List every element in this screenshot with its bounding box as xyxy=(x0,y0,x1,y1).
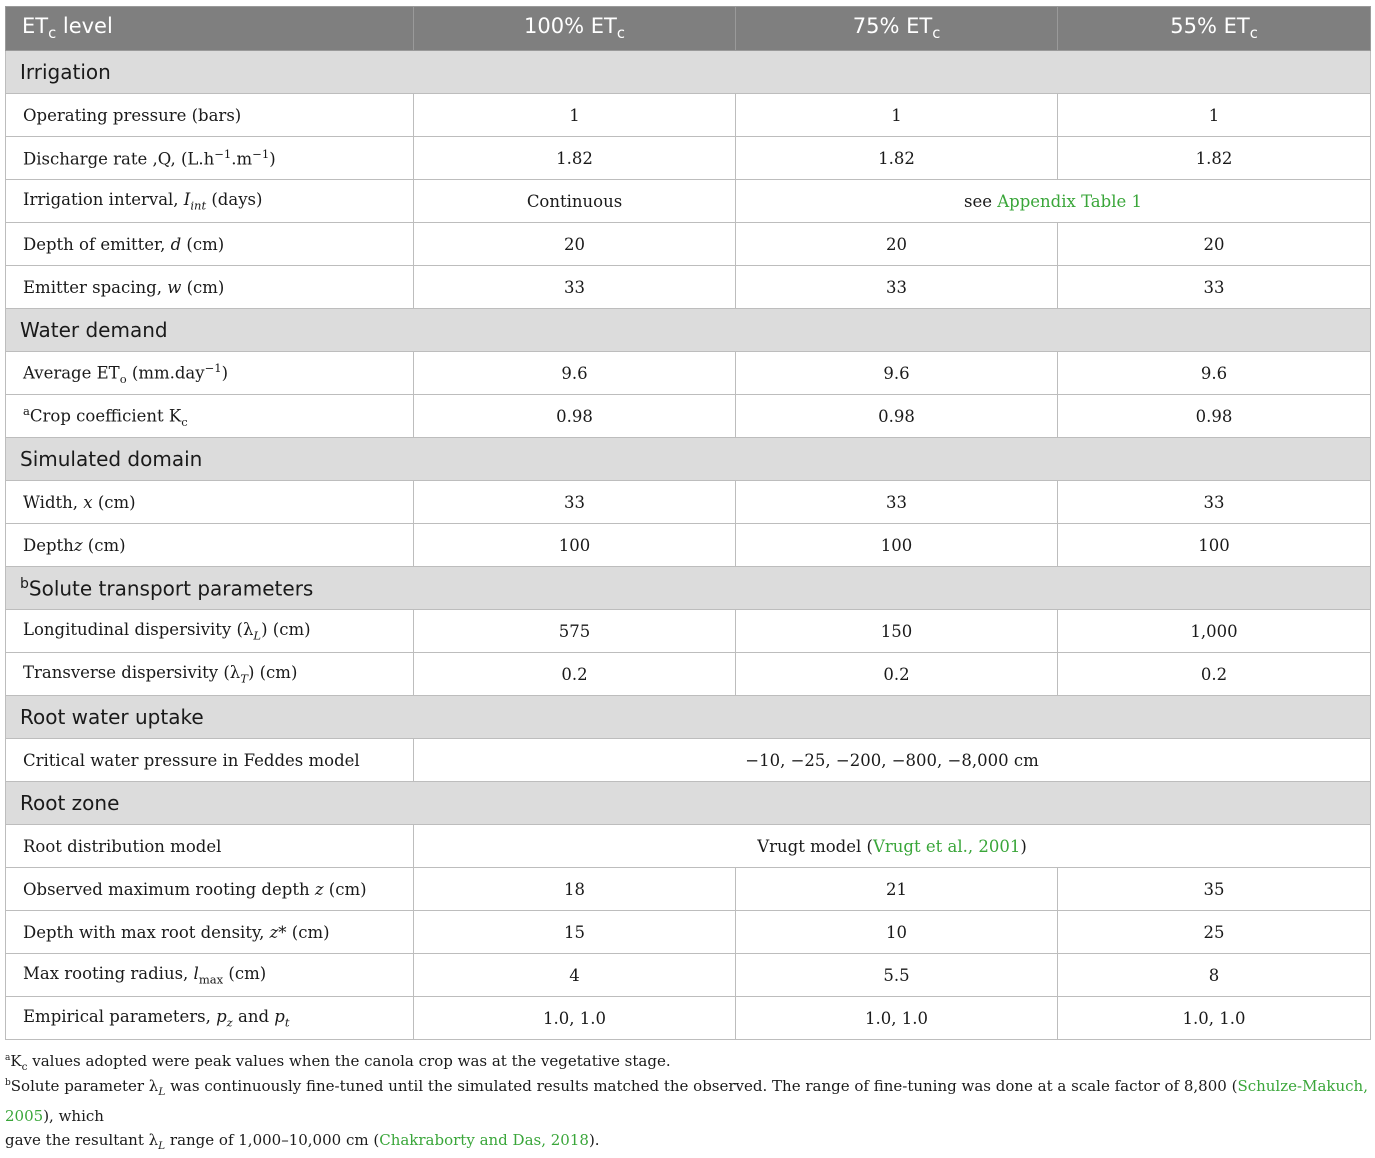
row-label: Empirical parameters, $p_z$ and $p_t$ xyxy=(6,997,414,1040)
section-irrigation: Irrigation xyxy=(6,51,1371,94)
cell-100: 0.2 xyxy=(414,653,736,696)
row-label: $^a$Crop coefficient $K_c$ xyxy=(6,395,414,438)
table-row xyxy=(6,954,1371,997)
cell-55: 9.6 xyxy=(1058,352,1371,395)
schulze-makuch-link[interactable]: Schulze-Makuch, 2005 xyxy=(5,1077,1368,1125)
cell-75: 21 xyxy=(736,868,1058,911)
cell-55: 33 xyxy=(1058,266,1371,309)
cell-100: 4 xyxy=(414,954,736,997)
cell-75: 9.6 xyxy=(736,352,1058,395)
cell-100: 1.82 xyxy=(414,137,736,180)
cell-55: 0.2 xyxy=(1058,653,1371,696)
cell-100: Continuous xyxy=(414,180,736,223)
table-row xyxy=(6,266,1371,309)
section-root-water-uptake: Root water uptake xyxy=(6,696,1371,739)
footnote-a: $^aK_c$ values adopted were peak values when the canola crop was at the vegetative stage. xyxy=(5,1052,671,1073)
cell-100: 15 xyxy=(414,911,736,954)
appendix-table-link[interactable]: Appendix Table 1 xyxy=(997,191,1142,211)
header-row xyxy=(6,7,1371,51)
cell-75: 0.2 xyxy=(736,653,1058,696)
table-row xyxy=(6,223,1371,266)
table-row xyxy=(6,352,1371,395)
cell-55: 100 xyxy=(1058,524,1371,567)
cell-100: 9.6 xyxy=(414,352,736,395)
table-row xyxy=(6,180,1371,223)
cell-100: 1.0, 1.0 xyxy=(414,997,736,1040)
cell-100: 0.98 xyxy=(414,395,736,438)
cell-100: 20 xyxy=(414,223,736,266)
table-row xyxy=(6,524,1371,567)
row-label: Discharge rate ,Q, $(L.h^{-1}.m^{-1})$ xyxy=(6,137,414,180)
row-label: Depthz (cm) xyxy=(6,524,414,567)
table-row xyxy=(6,739,1371,782)
cell-100: 33 xyxy=(414,481,736,524)
cell-75: 20 xyxy=(736,223,1058,266)
header-55-etc: 55% $ET_c$ xyxy=(1058,7,1371,51)
row-label: Operating pressure (bars) xyxy=(6,94,414,137)
row-label: Critical water pressure in Feddes model xyxy=(6,739,414,782)
table-row xyxy=(6,997,1371,1040)
cell-all: Vrugt model (Vrugt et al., 2001) xyxy=(414,825,1371,868)
table-row xyxy=(6,94,1371,137)
chakraborty-das-link[interactable]: Chakraborty and Das, 2018 xyxy=(379,1131,589,1149)
section-water-demand: Water demand xyxy=(6,309,1371,352)
cell-55: 35 xyxy=(1058,868,1371,911)
cell-75: 5.5 xyxy=(736,954,1058,997)
cell-75: 1 xyxy=(736,94,1058,137)
section-root-zone: Root zone xyxy=(6,782,1371,825)
table-row xyxy=(6,610,1371,653)
cell-100: 100 xyxy=(414,524,736,567)
section-simulated-domain: Simulated domain xyxy=(6,438,1371,481)
cell-100: 18 xyxy=(414,868,736,911)
row-label: Depth of emitter, d (cm) xyxy=(6,223,414,266)
table-row xyxy=(6,395,1371,438)
parameters-table xyxy=(5,6,1371,1040)
table-row xyxy=(6,137,1371,180)
cell-100: 1 xyxy=(414,94,736,137)
row-label: Observed maximum rooting depth z (cm) xyxy=(6,868,414,911)
table-row xyxy=(6,911,1371,954)
cell-all: −10, −25, −200, −800, −8,000 cm xyxy=(414,739,1371,782)
cell-75: 10 xyxy=(736,911,1058,954)
cell-75: 100 xyxy=(736,524,1058,567)
cell-55: 20 xyxy=(1058,223,1371,266)
table-row xyxy=(6,481,1371,524)
header-etc-level: $ET_c$ level xyxy=(6,7,414,51)
cell-55: 8 xyxy=(1058,954,1371,997)
cell-75-55: see Appendix Table 1 xyxy=(736,180,1371,223)
row-label: Transverse dispersivity $(\lambda_T)$ (cm) xyxy=(6,653,414,696)
table-row xyxy=(6,653,1371,696)
cell-75: 1.82 xyxy=(736,137,1058,180)
vrugt-citation-link[interactable]: Vrugt et al., 2001 xyxy=(872,836,1021,856)
row-label: Irrigation interval, $I_{int}$ (days) xyxy=(6,180,414,223)
row-label: Longitudinal dispersivity $(\lambda_L)$ (cm) xyxy=(6,610,414,653)
parameters-table-container xyxy=(5,6,1370,1040)
cell-55: 1.82 xyxy=(1058,137,1371,180)
table-row xyxy=(6,825,1371,868)
cell-75: 33 xyxy=(736,266,1058,309)
cell-55: 33 xyxy=(1058,481,1371,524)
cell-75: 0.98 xyxy=(736,395,1058,438)
row-label: Root distribution model xyxy=(6,825,414,868)
table-row xyxy=(6,868,1371,911)
cell-55: 0.98 xyxy=(1058,395,1371,438)
cell-75: 33 xyxy=(736,481,1058,524)
cell-55: 1.0, 1.0 xyxy=(1058,997,1371,1040)
cell-55: 25 xyxy=(1058,911,1371,954)
row-label: Average $ET_o$ (mm.day$^{-1}$) xyxy=(6,352,414,395)
row-label: Max rooting radius, $l_{max}$ (cm) xyxy=(6,954,414,997)
header-100-etc: 100% $ET_c$ xyxy=(414,7,736,51)
footnote-b: $^b$Solute parameter $\lambda_L$ was continuously fine-tuned until the simulated results matched the observed. The range of fine-tuning was done at a scale factor of 8,800 (Schulze-Makuch, 2005), which gave the resultant $\lambda_L$ range of 1,000–10,000 cm (Chakraborty and Das, 2018). xyxy=(5,1077,1368,1152)
row-label: Width, x (cm) xyxy=(6,481,414,524)
cell-55: 1,000 xyxy=(1058,610,1371,653)
cell-55: 1 xyxy=(1058,94,1371,137)
cell-100: 33 xyxy=(414,266,736,309)
cell-100: 575 xyxy=(414,610,736,653)
cell-75: 1.0, 1.0 xyxy=(736,997,1058,1040)
cell-75: 150 xyxy=(736,610,1058,653)
row-label: Emitter spacing, w (cm) xyxy=(6,266,414,309)
section-solute-transport: $^b$Solute transport parameters xyxy=(6,567,1371,610)
header-75-etc: 75% $ET_c$ xyxy=(736,7,1058,51)
row-label: Depth with max root density, z* (cm) xyxy=(6,911,414,954)
